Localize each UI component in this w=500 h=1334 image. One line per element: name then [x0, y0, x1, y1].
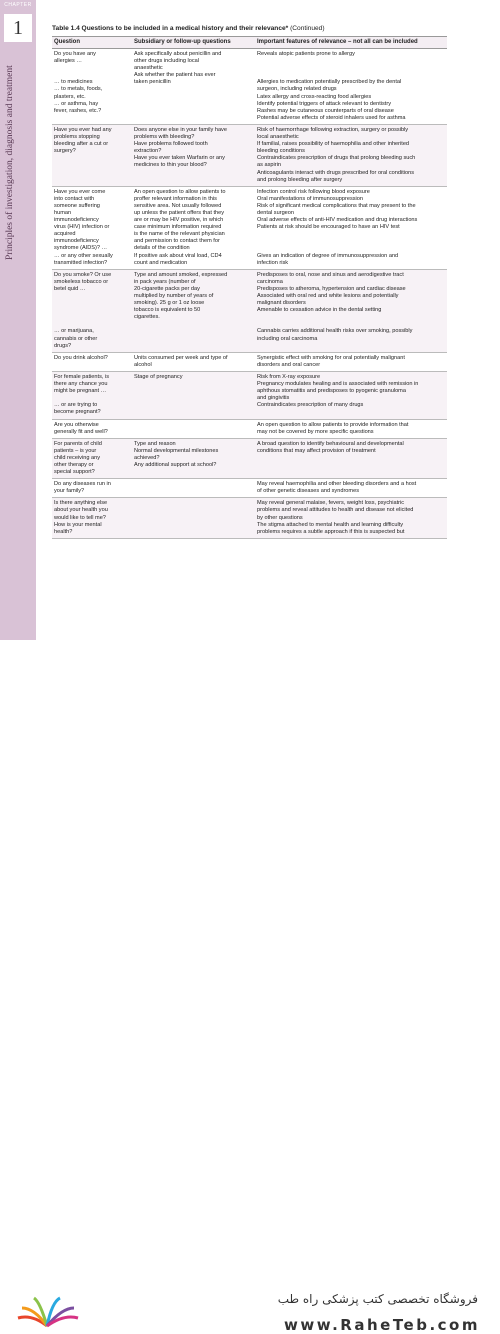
cell-line: Units consumed per week and type of: [134, 354, 228, 361]
header-question: Question: [54, 39, 81, 45]
cell-line: [54, 300, 130, 307]
header-subsidiary: Subsidiary or follow-up questions: [134, 39, 231, 45]
cell-line: human: [54, 209, 72, 216]
cell-line: by other questions: [257, 514, 303, 521]
cell-line: case minimum information required: [134, 224, 222, 231]
cell-line: cigarettes.: [134, 314, 160, 321]
cell-line: drugs?: [54, 342, 72, 349]
table-row: [52, 420, 447, 439]
cell-line: Rashes may be cutaneous counterparts of oral disease: [257, 107, 394, 114]
question-cell: [52, 500, 130, 535]
cell-line: carcinoma: [257, 278, 283, 285]
table-body: [52, 49, 447, 539]
cell-line: Predisposes to oral, nose and sinus and aerodigestive tract: [257, 271, 404, 278]
cell-line: might be pregnant …: [54, 388, 107, 395]
cell-line: aphthous stomatitis and predisposes to pyogenic granuloma: [257, 388, 406, 395]
cell-line: immunodeficiency: [54, 238, 99, 245]
question-cell: [52, 127, 130, 184]
cell-line: syndrome (AIDS)? …: [54, 245, 108, 252]
history-table: [52, 22, 447, 646]
relevance-cell: [253, 355, 445, 369]
cell-line: Cannabis carries additional health risks over smoking, possibly: [257, 328, 413, 335]
cell-line: dental surgeon: [257, 209, 295, 216]
cell-line: An open question to allow patients to provide information that: [257, 421, 409, 428]
cell-line: May reveal general malaise, fevers, weight loss, psychiatric: [257, 500, 405, 507]
cell-line: acquired: [54, 231, 76, 238]
table-header-row: [52, 37, 447, 49]
cell-line: Contraindicates prescription of many drugs: [257, 402, 364, 409]
cell-line: The stigma attached to mental health and learning difficulty: [257, 521, 404, 528]
cell-line: Risk from X-ray exposure: [257, 373, 321, 380]
cell-line: tobacco is equivalent to 50: [134, 307, 201, 314]
cell-line: surgery?: [54, 148, 76, 155]
cell-line: Anticoagulants interact with drugs prescribed for oral conditions: [257, 169, 415, 176]
cell-line: [257, 72, 445, 79]
relevance-cell: [253, 441, 445, 476]
cell-line: sensitive area. Not usually followed: [134, 202, 222, 209]
subsidiary-cell: [130, 500, 253, 535]
cell-line: Reveals atopic patients prone to allergy: [257, 51, 355, 57]
cell-line: Potential adverse effects of steroid inhalers used for asthma: [257, 114, 406, 121]
cell-line: problems requires a subtle approach if this is suspected but: [257, 528, 405, 535]
cell-line: are or may be HIV positive, in which: [134, 217, 224, 224]
cell-line: anaesthetic: [134, 65, 163, 72]
subsidiary-cell: [130, 127, 253, 184]
cell-line: Type and reason: [134, 440, 176, 447]
cell-line: Allergies to medication potentially prescribed by the dental: [257, 79, 402, 86]
cell-line: [54, 293, 130, 300]
relevance-cell: [253, 481, 445, 495]
cell-line: Do you smoke? Or use: [54, 271, 112, 278]
cell-line: Do you have any: [54, 51, 96, 57]
cell-line: [257, 321, 445, 328]
table-caption: [52, 22, 447, 37]
table-row: [52, 270, 447, 353]
cell-line: Pregnancy modulates healing and is associated with remission in: [257, 381, 419, 388]
relevance-cell: [253, 374, 445, 417]
cell-line: fever, rashes, etc.?: [54, 107, 102, 114]
question-cell: [52, 51, 130, 122]
cell-line: … or asthma, hay: [54, 100, 99, 107]
cell-line: extraction?: [134, 148, 162, 155]
chapter-label: CHAPTER: [4, 2, 32, 8]
cell-line: virus (HIV) infection or: [54, 224, 110, 231]
question-cell: [52, 441, 130, 476]
cell-line: and gingivitis: [257, 395, 290, 402]
cell-line: … to medicines: [54, 79, 93, 86]
cell-line: Have problems followed tooth: [134, 141, 208, 148]
relevance-cell: [253, 51, 445, 122]
cell-line: … or any other sexually: [54, 252, 113, 259]
cell-line: multiplied by number of years of: [134, 293, 214, 299]
cell-line: Ask specifically about penicillin and: [134, 51, 222, 57]
cell-line: allergies …: [54, 58, 82, 65]
relevance-cell: [253, 422, 445, 436]
cell-line: details of the condition: [134, 245, 190, 252]
caption-bold: Table 1.4 Questions to be included in a medical history and their relevance*: [52, 25, 289, 32]
cell-line: is the name of the relevant physician: [134, 231, 225, 238]
cell-line: … or are trying to: [54, 402, 98, 409]
cell-line: Have you ever taken Warfarin or any: [134, 155, 225, 162]
cell-line: immunodeficiency: [54, 217, 99, 224]
subsidiary-cell: [130, 441, 253, 476]
cell-line: about your health you: [54, 507, 108, 514]
cell-line: Contraindicates prescription of drugs that prolong bleeding such: [257, 155, 416, 162]
question-cell: [52, 355, 130, 369]
subsidiary-cell: [130, 51, 253, 122]
cell-line: Risk of significant medical complications that may present to the: [257, 202, 416, 209]
store-name: فروشگاه تخصصی کتب پزشکی راه طب: [277, 1292, 478, 1306]
cell-line: alcohol: [134, 361, 152, 368]
cell-line: [54, 307, 130, 314]
chapter-sidebar: [0, 0, 36, 640]
caption-continued: (Continued): [288, 25, 325, 32]
cell-line: Risk of haemorrhage following extraction, surgery or possibly: [257, 126, 409, 133]
subsidiary-cell: [130, 272, 253, 350]
cell-line: Have you ever had any: [54, 126, 112, 133]
cell-line: 20-cigarette packs per day: [134, 285, 200, 292]
cell-line: bleeding conditions: [257, 148, 305, 155]
table-row: [52, 372, 447, 420]
cell-line: betel quid …: [54, 285, 86, 292]
cell-line: generally fit and well?: [54, 428, 108, 435]
cell-line: other drugs including local: [134, 58, 199, 65]
cell-line: patients – is your: [54, 447, 97, 454]
cell-line: problems and reveal attitudes to health and disease not elicited: [257, 507, 414, 514]
cell-line: If positive ask about viral load, CD4: [134, 252, 222, 259]
cell-line: [54, 65, 130, 72]
cell-line: Identify potential triggers of attack relevant to dentistry: [257, 100, 392, 107]
cell-line: [54, 395, 130, 402]
cell-line: medicines to thin your blood?: [134, 162, 207, 169]
table-row: [52, 479, 447, 498]
cell-line: [257, 65, 445, 72]
table-row: [52, 125, 447, 187]
cell-line: [54, 314, 130, 321]
cell-line: [54, 72, 130, 79]
cell-line: [257, 314, 445, 321]
cell-line: up unless the patient offers that they: [134, 209, 225, 216]
chapter-number: 1: [4, 14, 32, 42]
header-relevance: Important features of relevance – not all can be included: [257, 39, 418, 45]
cell-line: For parents of child: [54, 440, 102, 447]
cell-line: of other genetic diseases and syndromes: [257, 488, 359, 495]
table-row: [52, 49, 447, 125]
cell-line: into contact with: [54, 195, 95, 202]
cell-line: achieved?: [134, 454, 160, 461]
cell-line: health?: [54, 528, 73, 535]
relevance-cell: [253, 127, 445, 184]
cell-line: Infection control risk following blood exposure: [257, 188, 370, 195]
subsidiary-cell: [130, 189, 253, 267]
book-logo-icon: [12, 1292, 82, 1332]
cell-line: Associated with oral red and white lesions and potentially: [257, 293, 399, 299]
cell-line: taken penicillin: [134, 79, 171, 86]
cell-line: malignant disorders: [257, 300, 306, 307]
cell-line: someone suffering: [54, 202, 100, 209]
cell-line: infection risk: [257, 259, 289, 266]
cell-line: May reveal haemophilia and other bleeding disorders and a host: [257, 481, 417, 488]
cell-line: smokeless tobacco or: [54, 278, 109, 285]
cell-line: in pack years (number of: [134, 278, 196, 285]
question-cell: [52, 481, 130, 495]
cell-line: Do you drink alcohol?: [54, 354, 108, 361]
cell-line: Amenable to cessation advice in the dental setting: [257, 307, 382, 314]
cell-line: transmitted infection?: [54, 259, 108, 266]
question-cell: [52, 272, 130, 350]
cell-line: … or marijuana,: [54, 328, 94, 335]
cell-line: An open question to allow patients to: [134, 188, 226, 195]
cell-line: problems stopping: [54, 134, 100, 141]
table-row: [52, 187, 447, 270]
cell-line: conditions that may affect provision of treatment: [257, 447, 376, 454]
cell-line: as aspirin: [257, 162, 281, 169]
cell-line: problems with bleeding?: [134, 134, 195, 141]
cell-line: and permission to contact them for: [134, 238, 220, 245]
cell-line: Do any diseases run in: [54, 481, 111, 488]
cell-line: A broad question to identify behavioural and developmental: [257, 440, 404, 447]
cell-line: Gives an indication of degree of immunosuppression and: [257, 252, 399, 259]
cell-line: How is your mental: [54, 521, 102, 528]
cell-line: Does anyone else in your family have: [134, 126, 227, 133]
relevance-cell: [253, 189, 445, 267]
cell-line: plasters, etc.: [54, 93, 86, 100]
store-url[interactable]: www.RaheTeb.com: [283, 1316, 480, 1334]
cell-line: would like to tell me?: [54, 514, 106, 521]
footer-banner: [0, 640, 500, 1334]
relevance-cell: [253, 500, 445, 535]
cell-line: Normal developmental milestones: [134, 447, 219, 454]
cell-line: special support?: [54, 469, 95, 476]
table-row: [52, 439, 447, 479]
cell-line: [257, 58, 445, 65]
subsidiary-cell: [130, 422, 253, 436]
chapter-title: Principles of investigation, diagnosis and treatment: [5, 65, 15, 260]
cell-line: If familial, raises possibility of haemophilia and other inherited: [257, 141, 410, 148]
cell-line: surgeon, including related drugs: [257, 86, 337, 93]
subsidiary-cell: [130, 374, 253, 417]
cell-line: Ask whether the patient has ever: [134, 72, 216, 79]
cell-line: Predisposes to atheroma, hypertension and cardiac disease: [257, 285, 406, 292]
cell-line: including oral carcinoma: [257, 335, 318, 342]
cell-line: [257, 238, 445, 245]
cell-line: there any chance you: [54, 381, 108, 388]
subsidiary-cell: [130, 481, 253, 495]
cell-line: Type and amount smoked, expressed: [134, 271, 228, 278]
cell-line: Latex allergy and cross-reacting food allergies: [257, 93, 372, 100]
cell-line: Are you otherwise: [54, 421, 99, 428]
cell-line: and prolong bleeding after surgery: [257, 176, 343, 183]
question-cell: [52, 374, 130, 417]
cell-line: local anaesthetic: [257, 134, 299, 141]
cell-line: [257, 231, 445, 238]
table-row: [52, 498, 447, 538]
question-cell: [52, 189, 130, 267]
cell-line: [54, 321, 130, 328]
cell-line: count and medication: [134, 259, 188, 266]
cell-line: smoking). 25 g or 1 oz loose: [134, 300, 205, 307]
relevance-cell: [253, 272, 445, 350]
cell-line: cannabis or other: [54, 335, 98, 342]
cell-line: may not be covered by more specific questions: [257, 428, 374, 435]
cell-line: Any additional support at school?: [134, 461, 217, 468]
cell-line: Is there anything else: [54, 500, 108, 507]
cell-line: … to metals, foods,: [54, 86, 103, 93]
cell-line: your family?: [54, 488, 85, 495]
cell-line: Oral adverse effects of anti-HIV medication and drug interactions: [257, 217, 418, 224]
cell-line: Oral manifestations of immunosuppression: [257, 195, 364, 202]
cell-line: Have you ever come: [54, 188, 106, 195]
cell-line: bleeding after a cut or: [54, 141, 109, 148]
cell-line: Synergistic effect with smoking for oral potentially malignant: [257, 354, 405, 361]
question-cell: [52, 422, 130, 436]
cell-line: Stage of pregnancy: [134, 373, 183, 380]
table-row: [52, 353, 447, 372]
subsidiary-cell: [130, 355, 253, 369]
cell-line: child receiving any: [54, 454, 101, 461]
cell-line: become pregnant?: [54, 409, 101, 416]
cell-line: proffer relevant information in this: [134, 195, 217, 202]
cell-line: other therapy or: [54, 461, 94, 468]
cell-line: Patients at risk should be encouraged to have an HIV test: [257, 224, 400, 231]
cell-line: For female patients, is: [54, 373, 110, 380]
cell-line: [257, 245, 445, 252]
cell-line: disorders and oral cancer: [257, 361, 321, 368]
